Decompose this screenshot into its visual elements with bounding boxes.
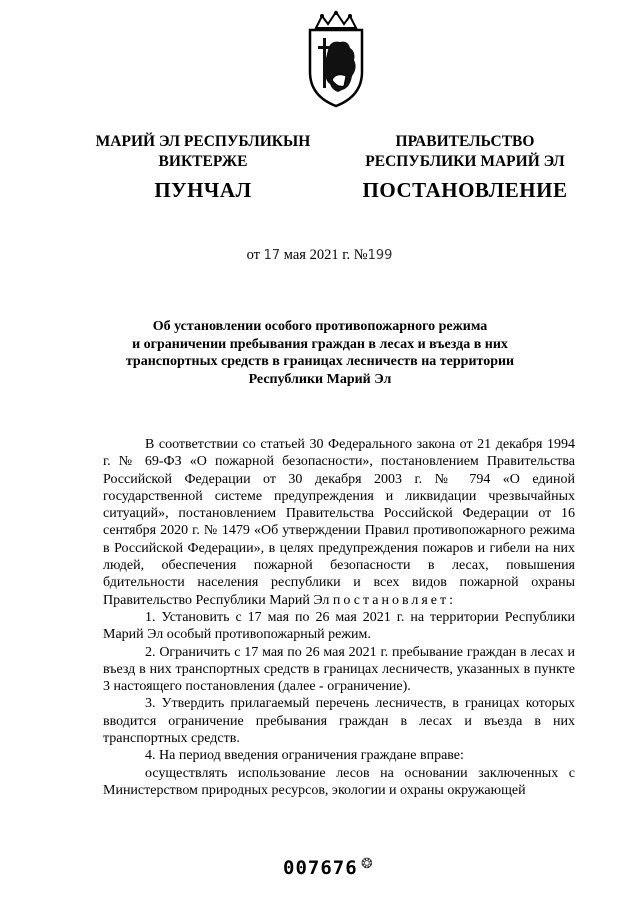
paragraph-item-4-sub: осуществлять использование лесов на основании заключенных с Министерством природных ресурсов, экологии и охраны окружающей xyxy=(103,765,575,798)
right-org-line1: ПРАВИТЕЛЬСТВО xyxy=(395,133,535,150)
coat-of-arms-emblem xyxy=(294,10,378,110)
paragraph-item-4: 4. На период введения ограничения граждане вправе: xyxy=(145,748,464,764)
header-right-org xyxy=(320,132,610,202)
preamble-end: : xyxy=(449,592,454,608)
paragraph-item-2: 2. Ограничить с 17 мая по 26 мая 2021 г. пребывание граждан в лесах и въезд в них транспортных средств в границах лесничеств, указанных в пункте 3 настоящего постановления (далее - ограничение). xyxy=(103,644,575,695)
title-line: Об установлении особого противопожарного режима xyxy=(152,319,488,334)
serial-number: 007676 xyxy=(283,857,358,879)
date-line xyxy=(0,247,639,264)
decree-word: постановляет xyxy=(332,592,450,608)
doc-number: 199 xyxy=(367,248,393,263)
paragraph-item-1: 1. Установить с 17 мая по 26 мая 2021 г. на территории Республики Марий Эл особый противопожарный режим. xyxy=(103,609,575,643)
title-line: Республики Марий Эл xyxy=(248,371,392,387)
left-doc-type: ПУНЧАЛ xyxy=(154,178,252,202)
date-rest: мая 2021 г. № xyxy=(283,247,368,263)
ornament-icon: ❂ xyxy=(361,856,373,872)
header-left-org xyxy=(63,132,343,202)
date-prefix: от xyxy=(246,247,260,263)
right-doc-type: ПОСТАНОВЛЕНИЕ xyxy=(362,178,568,202)
paragraph-item-3: 3. Утвердить прилагаемый перечень лесничеств, в границах которых вводится ограничение пребывания граждан в лесах и въезда в них транспортных средств. xyxy=(103,696,575,747)
paragraph-preamble xyxy=(103,436,575,609)
right-org-line2: РЕСПУБЛИКИ МАРИЙ ЭЛ xyxy=(365,153,565,170)
document-body xyxy=(103,436,575,799)
preamble-text: В соответствии со статьей 30 Федерального закона от 21 декабря 1994 г. № 69-ФЗ «О пожарной безопасности», постановлением Правительства Российской Федерации от 30 декабря 2003 г. № 794 «О единой государственной системе предупреждения и ликвидации чрезвычайных ситуаций», постановлением Правительства Российской Федерации от 16 сентября 2020 г. № 1479 «Об утверждении Правил противопожарного режима в Российской Федерации», в целях предупреждения пожаров и гибели на них людей, обеспечения пожарной безопасности в лесах, повышения бдительности населения республики и всех видов пожарной охраны Правительство Республики Марий Эл xyxy=(103,437,575,608)
title-line: транспортных средств в границах лесничеств на территории xyxy=(125,354,515,369)
left-org-line1: МАРИЙ ЭЛ РЕСПУБЛИКЫН xyxy=(95,133,311,150)
document-title xyxy=(100,318,540,388)
left-org-line2: ВИКТЕРЖЕ xyxy=(158,153,248,170)
date-day: 17 xyxy=(263,248,281,263)
title-line: и ограничении пребывания граждан в лесах и въезда в них xyxy=(132,336,508,352)
